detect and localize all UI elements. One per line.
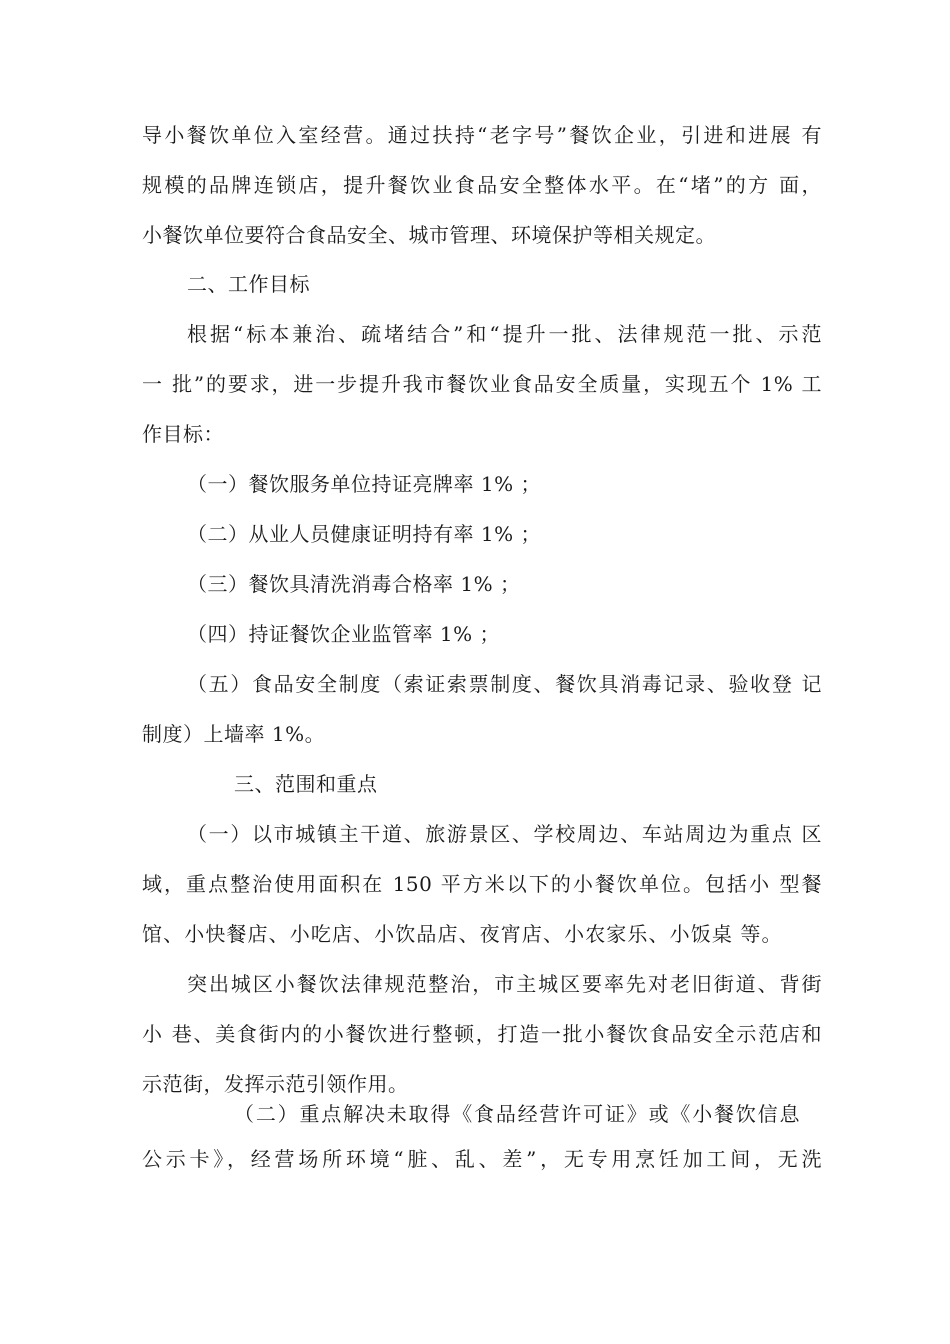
text-line: 根据“标本兼治、疏堵结合”和“提升一批、法律规范一批、示范 xyxy=(187,322,822,346)
text-line: 公示卡》，经营场所环境“脏、乱、差”，无专用烹饪加工间，无洗 xyxy=(142,1147,822,1171)
text-line: 作目标： xyxy=(142,422,224,446)
list-item: （四）持证餐饮企业监管率 1% ； xyxy=(187,622,500,646)
text-line: 制度）上墙率 1%。 xyxy=(142,722,326,746)
text-line: 小 巷、美食街内的小餐饮进行整顿，打造一批小餐饮食品安全示范店和 xyxy=(142,1022,822,1046)
text-line: 规模的品牌连锁店，提升餐饮业食品安全整体水平。在“堵”的方 面， xyxy=(142,173,822,197)
text-line: （一）以市城镇主干道、旅游景区、学校周边、车站周边为重点 区 xyxy=(187,822,822,846)
text-line: 突出城区小餐饮法律规范整治，市主城区要率先对老旧街道、背街 xyxy=(187,972,822,996)
text-line: 导小餐饮单位入室经营。通过扶持“老字号”餐饮企业，引进和进展 有 xyxy=(142,123,822,147)
text-line: （二）重点解决未取得《食品经营许可证》或《小餐饮信息 xyxy=(234,1102,800,1126)
text-line: 一 批”的要求，进一步提升我市餐饮业食品安全质量，实现五个 1% 工 xyxy=(142,372,822,396)
list-item: （二）从业人员健康证明持有率 1% ； xyxy=(187,522,541,546)
text-line: 小餐饮单位要符合食品安全、城市管理、环境保护等相关规定。 xyxy=(142,223,716,247)
section-heading: 三、范围和重点 xyxy=(234,772,378,796)
text-line: 馆、小快餐店、小吃店、小饮品店、夜宵店、小农家乐、小饭桌 等。 xyxy=(142,922,782,946)
list-item: （一）餐饮服务单位持证亮牌率 1% ； xyxy=(187,472,541,496)
section-heading: 二、工作目标 xyxy=(187,272,310,296)
list-item: （五）食品安全制度（索证索票制度、餐饮具消毒记录、验收登 记 xyxy=(187,672,822,696)
list-item: （三）餐饮具清洗消毒合格率 1% ； xyxy=(187,572,521,596)
text-line: 示范街，发挥示范引领作用。 xyxy=(142,1072,409,1096)
text-line: 域，重点整治使用面积在 150 平方米以下的小餐饮单位。包括小 型餐 xyxy=(142,872,822,896)
